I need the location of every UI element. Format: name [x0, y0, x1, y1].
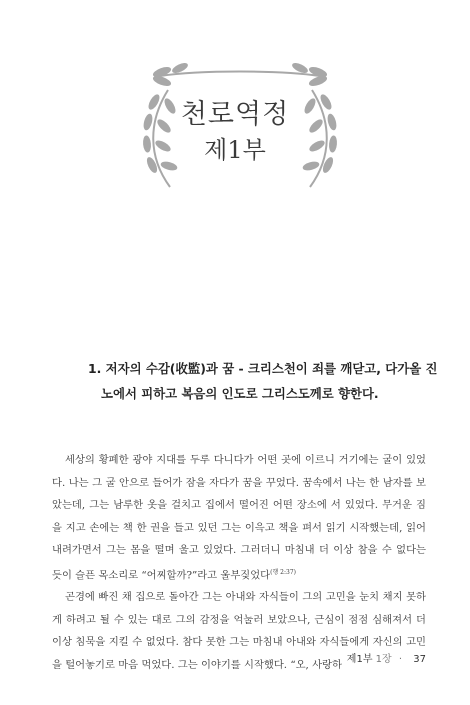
footer-part: 제1부: [346, 654, 373, 665]
paragraph: 곤경에 빠진 채 집으로 돌아간 그는 아내와 자식들이 그의 고민을 눈치 채지 못하게 하려고 될 수 있는 대로 그의 감정을 억눌러 보았으나, 근심이 점점 심해져서 더 이상 침묵을 지킬 수 없었다. 참다 못한 그는 마침내 아내와 자식들에게 자신의 고민을 털어놓기로 마음 먹었다. 그는 이야기를 시작했다. “오, 사랑하: [52, 591, 426, 671]
chapter-title: 천로역정: [180, 99, 290, 130]
paragraph-text: 세상의 황폐한 광야 지대를 두루 다니다가 어떤 곳에 이르니 거기에는 굴이 있었다. 나는 그 굴 안으로 들어가 잠을 자다가 꿈을 꾸었다. 꿈속에서 나는 한 남자를 보았는데, 그는 남루한 옷을 걸치고 집에서 떨어진 어떤 장소에 서 있었다. 무거운 짐을 지고 손에는 책 한 권을 들고 있던 그는 이윽고 책을 펴서 읽기 시작했는데, 읽어 내려가면서 그는 몸을 떨며 울고 있었다. 그러더니 마침내 더 이상 참을 수 없다는 듯이 슬픈 목소리로 “어찌할까?”라고 울부짖었다: [52, 454, 426, 581]
footer-chapter: 1장: [375, 654, 392, 665]
body-text: [52, 449, 426, 676]
page-number: 37: [413, 654, 426, 665]
footer-separator: ·: [398, 654, 403, 665]
chapter-subtitle: 제1부: [204, 136, 266, 164]
section-heading: 1. 저자의 수감(收監)과 꿈 - 크리스천이 죄를 깨닫고, 다가올 진노에서 피하고 복음의 인도로 그리스도께로 향한다.: [88, 361, 438, 401]
paragraph: [52, 449, 426, 586]
page-footer: [347, 650, 426, 665]
verse-reference: (행 2:37): [270, 568, 296, 576]
